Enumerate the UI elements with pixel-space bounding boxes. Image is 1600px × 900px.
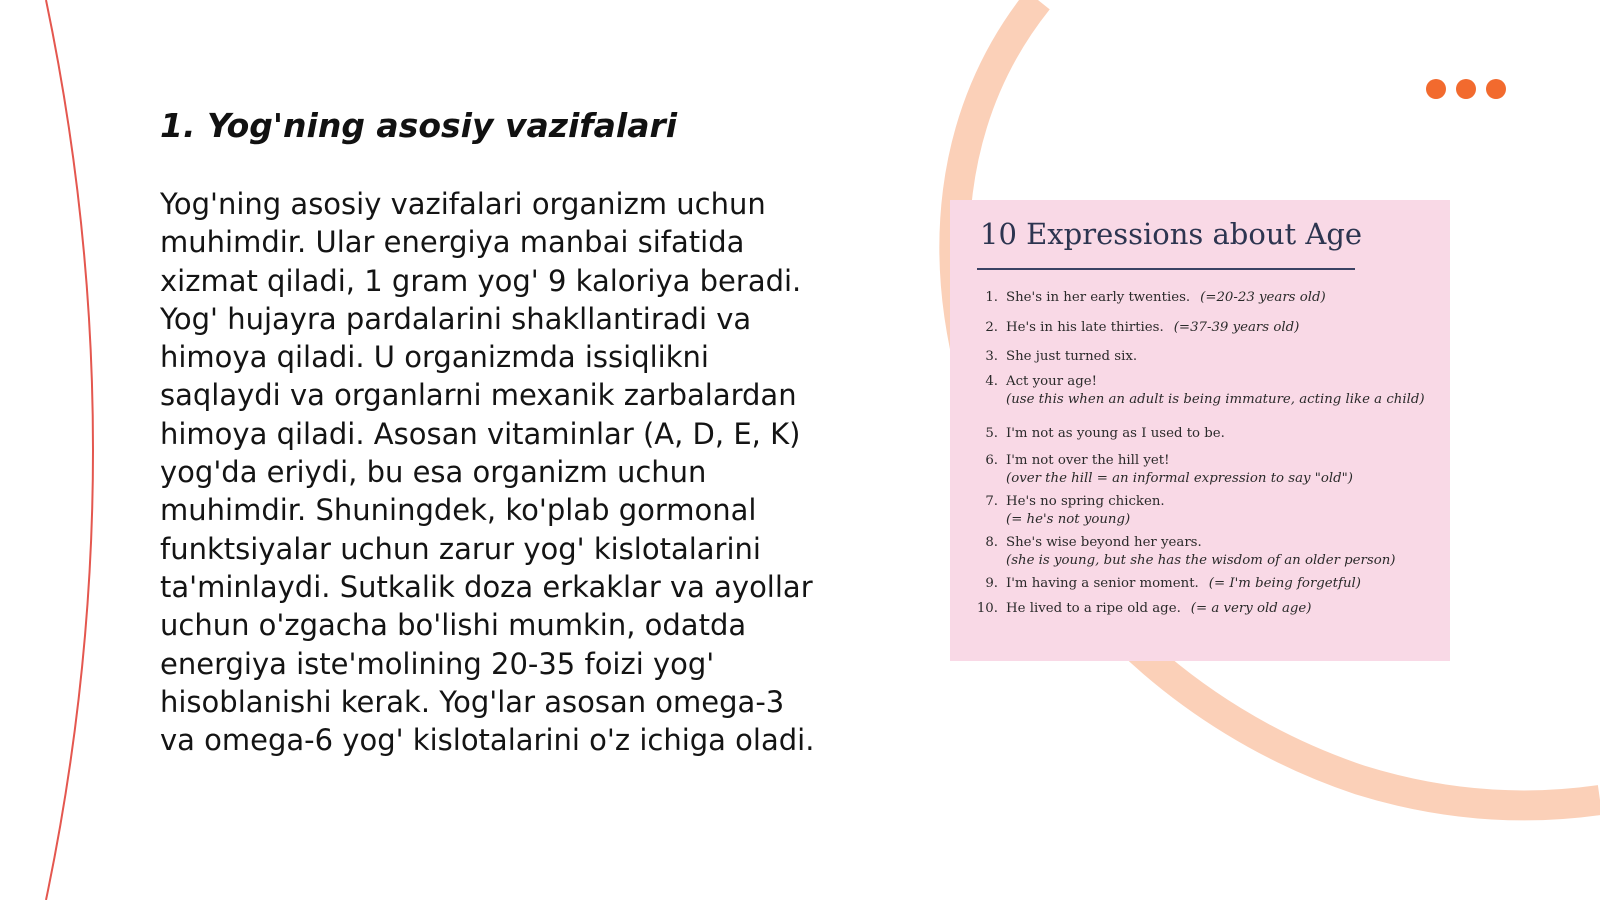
item-number: 3. — [985, 349, 998, 364]
body-line: himoya qiladi. Asosan vitaminlar (A, D, E, K) — [160, 416, 801, 451]
expression-item — [972, 494, 1165, 527]
expression-item — [972, 453, 1353, 486]
item-text: He's in his late thirties. — [1006, 320, 1164, 335]
expression-item — [972, 349, 1137, 364]
orange-dot — [1456, 79, 1476, 99]
item-text: She's wise beyond her years. — [1006, 535, 1202, 550]
body-line: hisoblanishi kerak. Yog'lar asosan omega-3 — [160, 684, 785, 719]
item-text: I'm not as young as I used to be. — [1006, 426, 1225, 441]
expression-item — [972, 426, 1225, 441]
left-curve-line — [46, 0, 93, 900]
body-line: muhimdir. Ular energiya manbai sifatida — [160, 225, 745, 260]
item-note: (=20-23 years old) — [1200, 290, 1326, 305]
expression-item — [972, 576, 1361, 591]
body-line: saqlaydi va organlarni mexanik zarbalardan — [160, 378, 797, 413]
expression-item — [972, 374, 1425, 407]
item-text: He lived to a ripe old age. — [1006, 601, 1181, 616]
body-line: funktsiyalar uchun zarur yog' kislotalarini — [160, 531, 761, 566]
body-line: xizmat qiladi, 1 gram yog' 9 kaloriya beradi. — [160, 263, 802, 298]
expression-item — [972, 535, 1395, 568]
item-note: (use this when an adult is being immature, acting like a child) — [1006, 392, 1425, 407]
orange-dot — [1486, 79, 1506, 99]
item-number: 5. — [985, 426, 998, 441]
slide-title: 1. Yog'ning asosiy vazifalari — [160, 106, 678, 145]
menu-dots — [1426, 79, 1506, 99]
item-text: I'm not over the hill yet! — [1006, 453, 1170, 468]
item-number: 2. — [985, 320, 998, 335]
body-line: Yog'ning asosiy vazifalari organizm uchun — [160, 187, 766, 221]
body-line: energiya iste'molining 20-35 foizi yog' — [160, 646, 715, 681]
body-line: himoya qiladi. U organizmda issiqlikni — [160, 340, 709, 375]
card-title: 10 Expressions about Age — [980, 217, 1363, 251]
item-number: 7. — [985, 494, 998, 509]
body-line: uchun o'zgacha bo'lishi mumkin, odatda — [160, 608, 747, 643]
item-text: He's no spring chicken. — [1006, 494, 1165, 509]
expression-item — [972, 290, 1326, 305]
item-number: 6. — [985, 453, 998, 468]
item-text: She just turned six. — [1006, 349, 1138, 364]
expression-item — [972, 320, 1299, 335]
orange-dot — [1426, 79, 1446, 99]
slide-body-text — [160, 185, 840, 759]
card-divider — [977, 268, 1355, 270]
item-number: 8. — [985, 535, 998, 550]
item-number: 10. — [976, 601, 998, 616]
item-note: (she is young, but she has the wisdom of an older person) — [1006, 553, 1396, 568]
item-number: 9. — [985, 576, 998, 591]
item-note: (over the hill = an informal expression to say "old") — [1006, 471, 1353, 486]
item-text: Act your age! — [1006, 374, 1097, 389]
item-number: 4. — [985, 374, 998, 389]
item-note: (= I'm being forgetful) — [1208, 576, 1361, 591]
expressions-card — [950, 200, 1450, 661]
expression-item — [972, 601, 1311, 616]
item-number: 1. — [985, 290, 998, 305]
body-line: muhimdir. Shuningdek, ko'plab gormonal — [160, 493, 757, 528]
body-line: ta'minlaydi. Sutkalik doza erkaklar va ayollar — [160, 569, 813, 604]
item-note: (= he's not young) — [1006, 512, 1131, 527]
item-text: She's in her early twenties. — [1006, 290, 1191, 305]
item-note: (=37-39 years old) — [1173, 320, 1300, 335]
item-note: (= a very old age) — [1190, 601, 1312, 616]
item-text: I'm having a senior moment. — [1006, 576, 1199, 591]
body-line: Yog' hujayra pardalarini shakllantiradi va — [160, 301, 752, 336]
body-line: va omega-6 yog' kislotalarini o'z ichiga oladi. — [160, 723, 815, 758]
body-line: yog'da eriydi, bu esa organizm uchun — [160, 455, 707, 490]
